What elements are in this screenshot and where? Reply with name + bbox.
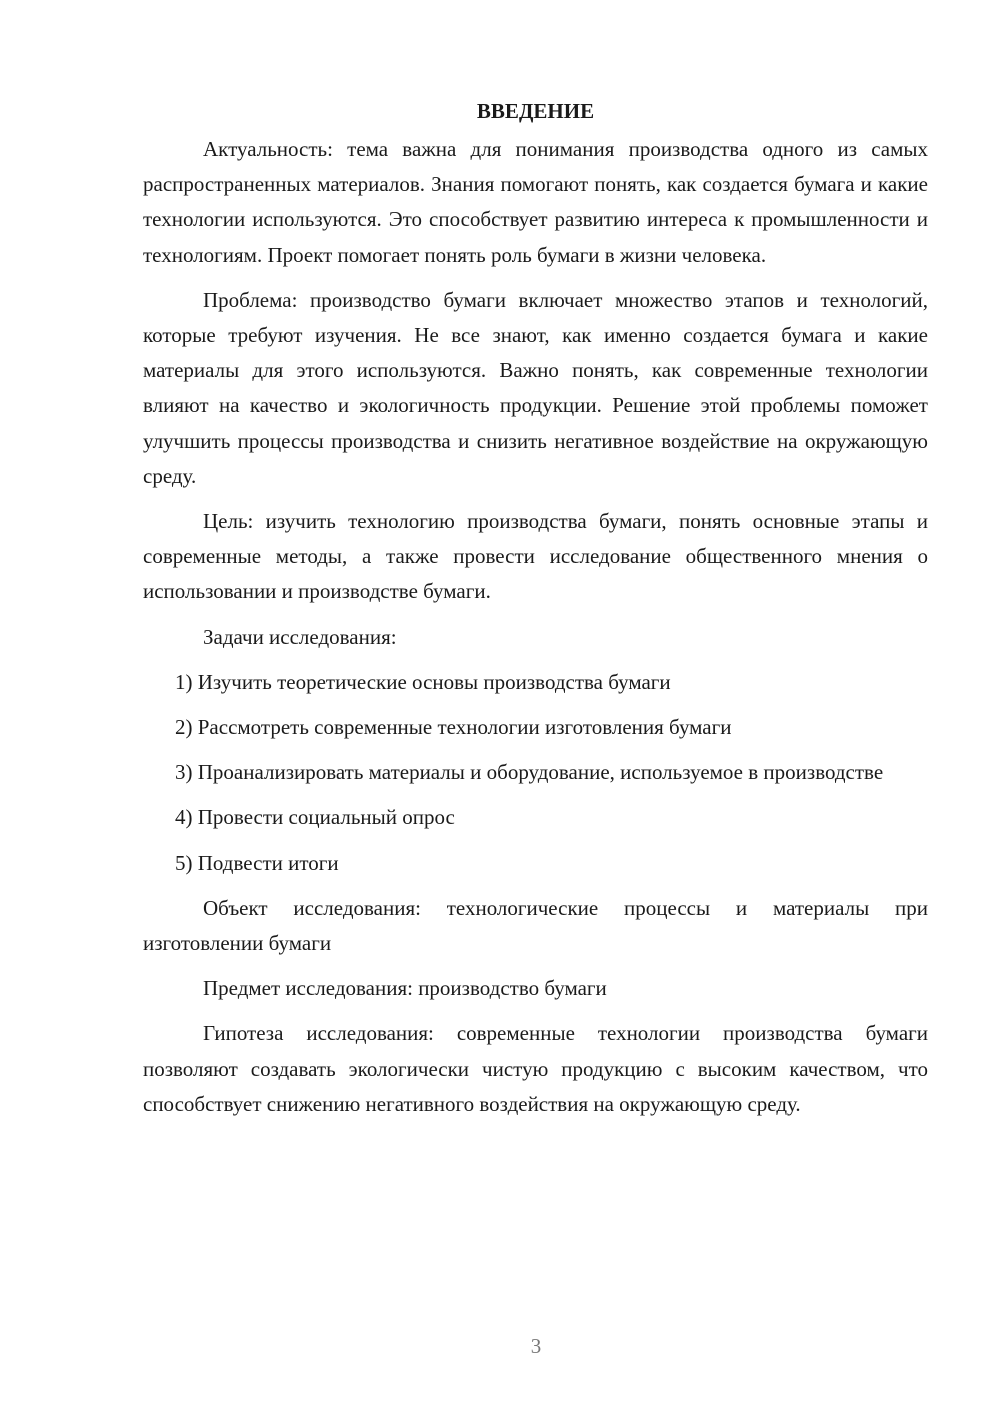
- object-paragraph: Объект исследования: технологические процессы и материалы при изготовлении бумаги: [143, 895, 928, 956]
- problem-paragraph: Проблема: производство бумаги включает множество этапов и технологий, которые требуют изучения. Не все знают, как именно создается бумага и какие материалы для этого используются. Важно понять, как современные технологии влияют на качество и экологичность продукции. Решение этой проблемы поможет улучшить процессы производства и снизить негативное воздействие на окружающую среду.: [143, 287, 928, 488]
- goal-paragraph: Цель: изучить технологию производства бумаги, понять основные этапы и современные методы, а также провести исследование общественного мнения о использовании и производстве бумаги.: [143, 509, 928, 604]
- page-number: 3: [530, 1334, 542, 1358]
- task-item-2: 2) Рассмотреть современные технологии изготовления бумаги: [175, 715, 732, 740]
- relevance-paragraph: Актуальность: тема важна для понимания производства одного из самых распространенных материалов. Знания помогают понять, как создается бумага и какие технологии используются. Это способствует развитию интереса к промышленности и технологиям. Проект помогает понять роль бумаги в жизни человека.: [143, 137, 928, 267]
- task-item-1: 1) Изучить теоретические основы производства бумаги: [175, 669, 671, 694]
- page-content: [143, 96, 928, 1132]
- tasks-heading: Задачи исследования:: [203, 624, 397, 649]
- task-item-4: 4) Провести социальный опрос: [175, 805, 455, 830]
- page-title: ВВЕДЕНИЕ: [476, 99, 595, 123]
- subject-paragraph: Предмет исследования: производство бумаги: [203, 976, 607, 1001]
- task-item-3: 3) Проанализировать материалы и оборудование, используемое в производстве: [175, 760, 884, 785]
- hypothesis-paragraph: Гипотеза исследования: современные технологии производства бумаги позволяют создавать экологически чистую продукцию с высоким качеством, что способствует снижению негативного воздействия на окружающую среду.: [143, 1021, 928, 1116]
- task-item-5: 5) Подвести итоги: [175, 850, 339, 875]
